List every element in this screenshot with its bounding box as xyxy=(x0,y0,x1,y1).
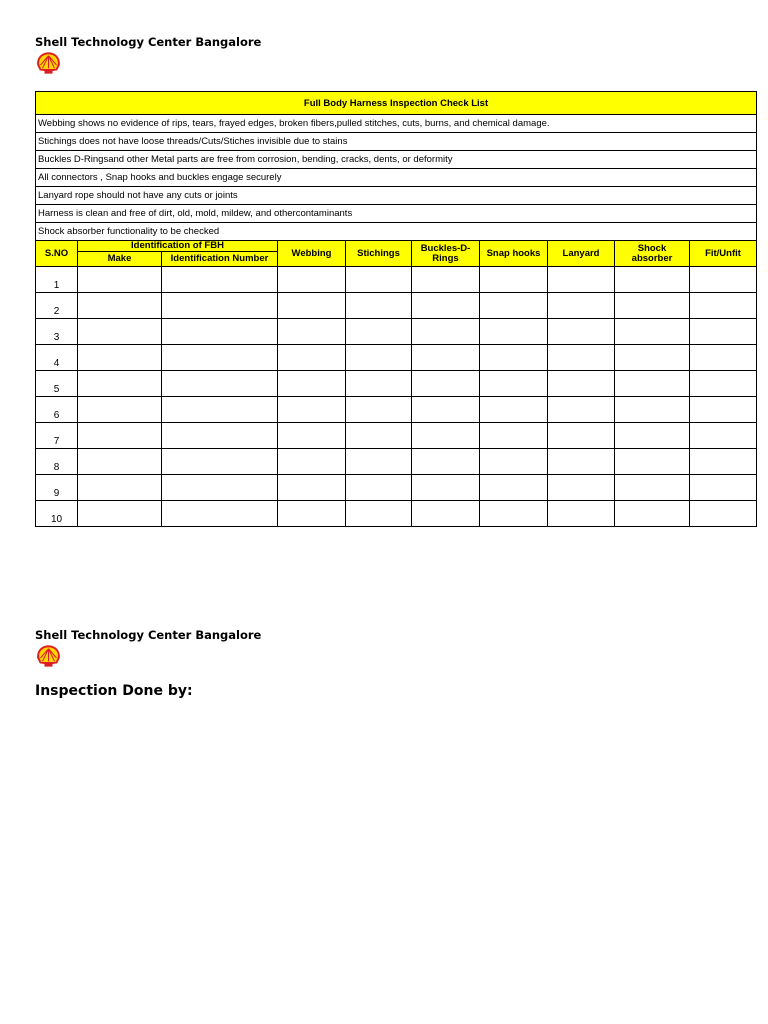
shell-logo xyxy=(35,644,62,668)
row-number: 9 xyxy=(36,475,78,501)
make-cell[interactable] xyxy=(78,475,162,501)
header-sno: S.NO xyxy=(36,241,78,267)
fit-unfit-cell[interactable] xyxy=(690,475,757,501)
check-item-text: Stichings does not have loose threads/Cuts/Stiches invisible due to stains xyxy=(36,133,757,151)
check-item-row xyxy=(36,205,757,223)
webbing-cell[interactable] xyxy=(278,293,346,319)
row-number: 7 xyxy=(36,423,78,449)
make-cell[interactable] xyxy=(78,397,162,423)
shock-absorber-cell[interactable] xyxy=(615,449,690,475)
shock-absorber-cell[interactable] xyxy=(615,423,690,449)
id-number-cell[interactable] xyxy=(162,501,278,527)
stichings-cell[interactable] xyxy=(346,345,412,371)
header-buckles-d-rings: Buckles-D-Rings xyxy=(412,241,480,267)
webbing-cell[interactable] xyxy=(278,449,346,475)
stichings-cell[interactable] xyxy=(346,267,412,293)
snap-hooks-cell[interactable] xyxy=(480,267,548,293)
make-cell[interactable] xyxy=(78,371,162,397)
id-number-cell[interactable] xyxy=(162,267,278,293)
lanyard-cell[interactable] xyxy=(548,267,615,293)
id-number-cell[interactable] xyxy=(162,345,278,371)
snap-hooks-cell[interactable] xyxy=(480,345,548,371)
table-row xyxy=(36,319,757,345)
snap-hooks-cell[interactable] xyxy=(480,319,548,345)
make-cell[interactable] xyxy=(78,345,162,371)
shock-absorber-cell[interactable] xyxy=(615,397,690,423)
check-item-row xyxy=(36,151,757,169)
fit-unfit-cell[interactable] xyxy=(690,423,757,449)
table-row xyxy=(36,345,757,371)
webbing-cell[interactable] xyxy=(278,319,346,345)
header-webbing: Webbing xyxy=(278,241,346,267)
shock-absorber-cell[interactable] xyxy=(615,501,690,527)
stichings-cell[interactable] xyxy=(346,475,412,501)
id-number-cell[interactable] xyxy=(162,319,278,345)
row-number: 2 xyxy=(36,293,78,319)
lanyard-cell[interactable] xyxy=(548,449,615,475)
header-identification-number: Identification Number xyxy=(162,252,278,267)
table-row xyxy=(36,449,757,475)
row-number: 6 xyxy=(36,397,78,423)
shock-absorber-cell[interactable] xyxy=(615,345,690,371)
snap-hooks-cell[interactable] xyxy=(480,293,548,319)
id-number-cell[interactable] xyxy=(162,397,278,423)
check-item-row xyxy=(36,169,757,187)
header-make: Make xyxy=(78,252,162,267)
column-header-row xyxy=(36,241,757,252)
check-item-row xyxy=(36,223,757,241)
check-item-text: Harness is clean and free of dirt, old, mold, mildew, and othercontaminants xyxy=(36,205,757,223)
lanyard-cell[interactable] xyxy=(548,475,615,501)
make-cell[interactable] xyxy=(78,267,162,293)
fit-unfit-cell[interactable] xyxy=(690,293,757,319)
row-number: 8 xyxy=(36,449,78,475)
check-item-text: All connectors , Snap hooks and buckles engage securely xyxy=(36,169,757,187)
make-cell[interactable] xyxy=(78,423,162,449)
webbing-cell[interactable] xyxy=(278,267,346,293)
id-number-cell[interactable] xyxy=(162,449,278,475)
make-cell[interactable] xyxy=(78,449,162,475)
check-item-row xyxy=(36,187,757,205)
webbing-cell[interactable] xyxy=(278,475,346,501)
make-cell[interactable] xyxy=(78,293,162,319)
stichings-cell[interactable] xyxy=(346,397,412,423)
buckles-cell[interactable] xyxy=(412,371,480,397)
fit-unfit-cell[interactable] xyxy=(690,371,757,397)
row-number: 5 xyxy=(36,371,78,397)
check-item-text: Lanyard rope should not have any cuts or joints xyxy=(36,187,757,205)
fit-unfit-cell[interactable] xyxy=(690,397,757,423)
shell-logo xyxy=(35,51,62,75)
table-row xyxy=(36,397,757,423)
header-fit-unfit: Fit/Unfit xyxy=(690,241,757,267)
id-number-cell[interactable] xyxy=(162,371,278,397)
webbing-cell[interactable] xyxy=(278,501,346,527)
stichings-cell[interactable] xyxy=(346,423,412,449)
header-lanyard: Lanyard xyxy=(548,241,615,267)
fit-unfit-cell[interactable] xyxy=(690,449,757,475)
webbing-cell[interactable] xyxy=(278,371,346,397)
buckles-cell[interactable] xyxy=(412,345,480,371)
check-item-text: Buckles D-Ringsand other Metal parts are free from corrosion, bending, cracks, dents, or deformity xyxy=(36,151,757,169)
header-shock-absorber: Shock absorber xyxy=(615,241,690,267)
id-number-cell[interactable] xyxy=(162,475,278,501)
fit-unfit-cell[interactable] xyxy=(690,501,757,527)
shock-absorber-cell[interactable] xyxy=(615,293,690,319)
buckles-cell[interactable] xyxy=(412,293,480,319)
snap-hooks-cell[interactable] xyxy=(480,475,548,501)
snap-hooks-cell[interactable] xyxy=(480,371,548,397)
stichings-cell[interactable] xyxy=(346,371,412,397)
table-row xyxy=(36,501,757,527)
make-cell[interactable] xyxy=(78,501,162,527)
webbing-cell[interactable] xyxy=(278,397,346,423)
inspection-checklist-table xyxy=(35,91,757,527)
table-row xyxy=(36,423,757,449)
header-snap-hooks: Snap hooks xyxy=(480,241,548,267)
webbing-cell[interactable] xyxy=(278,423,346,449)
id-number-cell[interactable] xyxy=(162,423,278,449)
lanyard-cell[interactable] xyxy=(548,501,615,527)
buckles-cell[interactable] xyxy=(412,501,480,527)
row-number: 4 xyxy=(36,345,78,371)
check-item-text: Webbing shows no evidence of rips, tears, frayed edges, broken fibers,pulled stitches, cuts, burns, and chemical damage. xyxy=(36,115,757,133)
stichings-cell[interactable] xyxy=(346,501,412,527)
stichings-cell[interactable] xyxy=(346,293,412,319)
lanyard-cell[interactable] xyxy=(548,293,615,319)
check-item-row xyxy=(36,115,757,133)
snap-hooks-cell[interactable] xyxy=(480,501,548,527)
buckles-cell[interactable] xyxy=(412,319,480,345)
buckles-cell[interactable] xyxy=(412,423,480,449)
stichings-cell[interactable] xyxy=(346,319,412,345)
lanyard-cell[interactable] xyxy=(548,371,615,397)
header-identification: Identification of FBH xyxy=(78,241,278,252)
id-number-cell[interactable] xyxy=(162,293,278,319)
row-number: 1 xyxy=(36,267,78,293)
check-item-row xyxy=(36,133,757,151)
table-row xyxy=(36,371,757,397)
buckles-cell[interactable] xyxy=(412,475,480,501)
fit-unfit-cell[interactable] xyxy=(690,319,757,345)
table-row xyxy=(36,293,757,319)
snap-hooks-cell[interactable] xyxy=(480,397,548,423)
snap-hooks-cell[interactable] xyxy=(480,449,548,475)
shock-absorber-cell[interactable] xyxy=(615,475,690,501)
row-number: 10 xyxy=(36,501,78,527)
lanyard-cell[interactable] xyxy=(548,345,615,371)
shock-absorber-cell[interactable] xyxy=(615,319,690,345)
fit-unfit-cell[interactable] xyxy=(690,267,757,293)
fit-unfit-cell[interactable] xyxy=(690,345,757,371)
buckles-cell[interactable] xyxy=(412,397,480,423)
company-name: Shell Technology Center Bangalore xyxy=(35,35,262,49)
lanyard-cell[interactable] xyxy=(548,397,615,423)
table-row xyxy=(36,267,757,293)
lanyard-cell[interactable] xyxy=(548,319,615,345)
checklist-title: Full Body Harness Inspection Check List xyxy=(36,92,757,115)
buckles-cell[interactable] xyxy=(412,449,480,475)
check-item-text: Shock absorber functionality to be checked xyxy=(36,223,757,241)
shock-absorber-cell[interactable] xyxy=(615,371,690,397)
snap-hooks-cell[interactable] xyxy=(480,423,548,449)
company-name-2: Shell Technology Center Bangalore xyxy=(35,628,262,642)
shock-absorber-cell[interactable] xyxy=(615,267,690,293)
lanyard-cell[interactable] xyxy=(548,423,615,449)
row-number: 3 xyxy=(36,319,78,345)
header-stichings: Stichings xyxy=(346,241,412,267)
table-row xyxy=(36,475,757,501)
make-cell[interactable] xyxy=(78,319,162,345)
webbing-cell[interactable] xyxy=(278,345,346,371)
buckles-cell[interactable] xyxy=(412,267,480,293)
stichings-cell[interactable] xyxy=(346,449,412,475)
inspection-done-by-label: Inspection Done by: xyxy=(35,683,193,699)
